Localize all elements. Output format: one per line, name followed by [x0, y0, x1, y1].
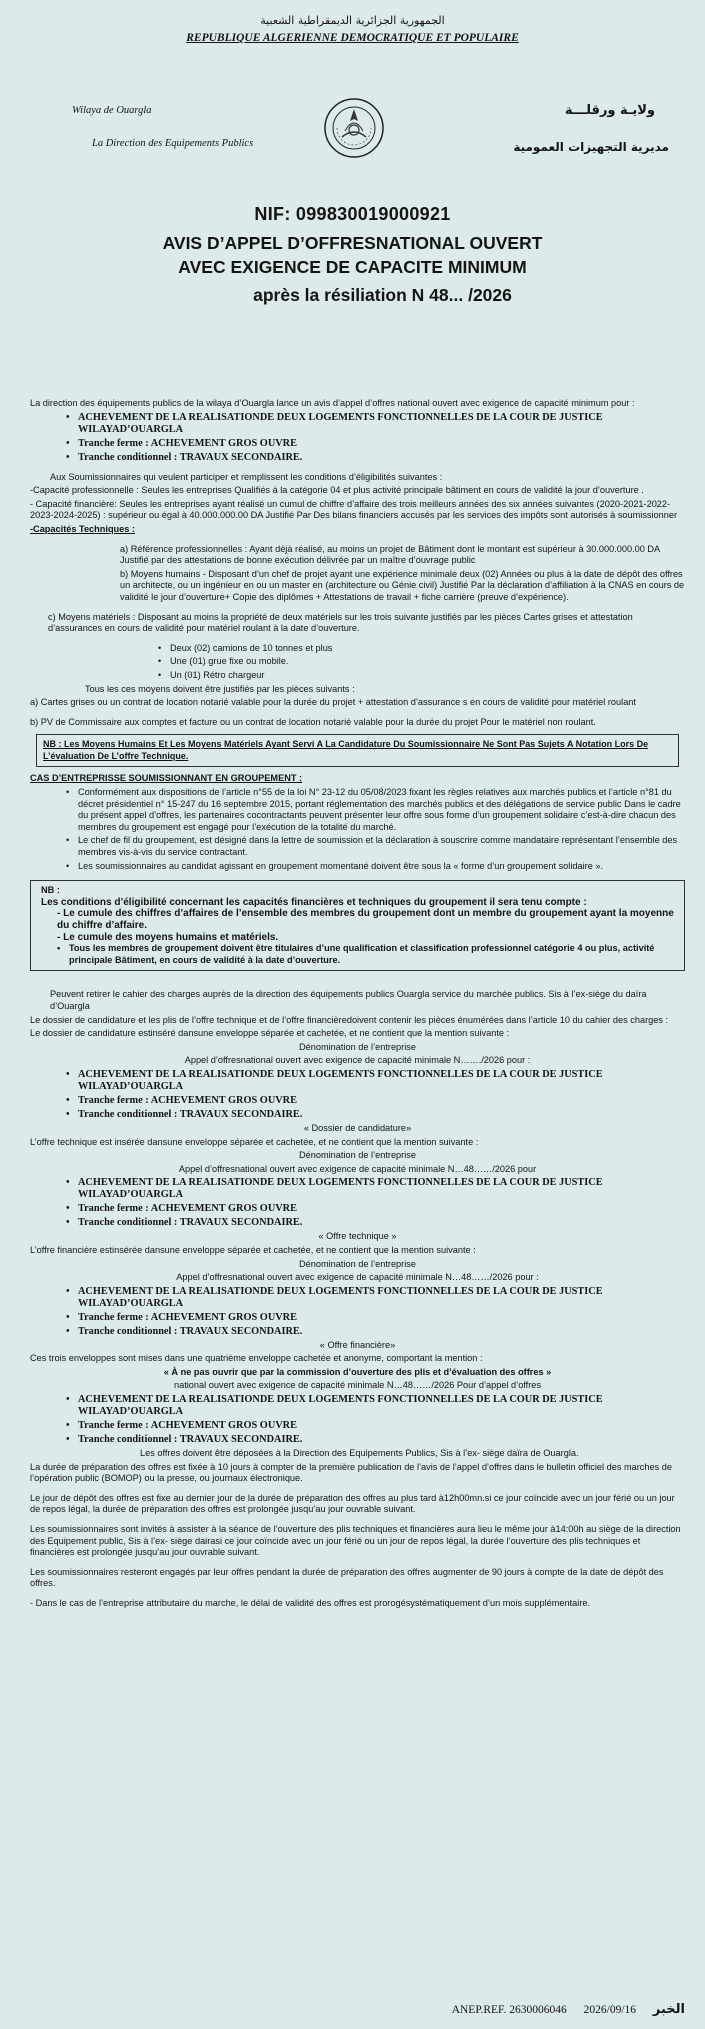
tranche-ferme-2: • Tranche ferme : ACHEVEMENT GROS OUVRE: [30, 1095, 685, 1107]
delai-attributaire: - Dans le cas de l’entreprise attributaire du marche, le délai de validité des offres est prorogésystématiquement d’un mois supplémentaire.: [30, 1598, 591, 1608]
groupement-point-2: • Le chef de fil du groupement, est désigné dans la lettre de soumission et la déclaration à souscrire comme mandataire représentant l’ensemble des membres vis-à-vis du service contractant.: [30, 835, 685, 858]
project-title-5: • ACHEVEMENT DE LA REALISATIONDE DEUX LOGEMENTS FONCTIONNELLES DE LA COUR DE JUSTICE WILAYAD’OUARGLA: [30, 1394, 685, 1418]
materiel-3: • Un (01) Rétro chargeur: [30, 670, 685, 682]
ne-pas-ouvrir: « À ne pas ouvrir que par la commission d’ouverture des plis et d’évaluation des offres »: [163, 1366, 552, 1377]
denomination-3: Dénomination de l’entreprise: [299, 1258, 416, 1269]
tranche-ferme-3: • Tranche ferme : ACHEVEMENT GROS OUVRE: [30, 1203, 685, 1215]
nb-groupement-c: • Tous les membres de groupement doivent être titulaires d’une qualification et classification professionnel catégorie 4 ou plus, activité principale Bâtiment, en cours de validité à la date d’ouverture.: [41, 943, 674, 966]
conditions-intro: Aux Soumissionnaires qui veulent participer et remplissent les conditions d’éligibilités suivantes :: [50, 471, 443, 482]
title-line-1: AVIS D’APPEL D’OFFRESNATIONAL OUVERT: [162, 233, 543, 253]
nb-groupement-b: - Le cumule des moyens humains et matériels.: [57, 931, 279, 943]
french-republic-header: REPUBLIQUE ALGERIENNE DEMOCRATIQUE ET POPULAIRE: [186, 32, 519, 44]
title-line-2: AVEC EXIGENCE DE CAPACITE MINIMUM: [178, 257, 527, 277]
offre-financiere-enveloppe: L’offre financière estinsérée dansune enveloppe séparée et cachetée, et ne contient que la mention suivante :: [30, 1244, 476, 1255]
nb-box-groupement: [30, 880, 685, 971]
depot-offres: Les offres doivent être déposées à la Direction des Equipements Publics, Sis à l’ex- siège daïra de Ouargla.: [140, 1448, 579, 1459]
appel-mention-2: Appel d’offresnational ouvert avec exigence de capacité minimale N…48……/2026 pour: [178, 1163, 537, 1174]
groupement-point-1: • Conformément aux dispositions de l’article n°55 de la loi N° 23-12 du 05/08/2023 fixant les règles relatives aux marchés publics et l’article n°81 du décret présidentiel n° 15-247 du 16 septembre 2015, portant réglementation des marchés publics et des délégations de service public Dans le cadre du présent appel d’offres, les partenaires cocontractants peuvent présenter leur offre sous forme d’un groupement solidaire c’est-à-dire chacun des membres du groupement est engagé pour l’exécution de la totalité du marché.: [30, 787, 685, 833]
anep-reference: ANEP.REF. 2630006046: [451, 2004, 567, 2016]
appel-mention-3: Appel d’offresnational ouvert avec exigence de capacité minimale N…48……/2026 pour :: [176, 1272, 539, 1283]
national-emblem-icon: [323, 97, 385, 159]
justification-intro: Tous les ces moyens doivent être justifiés par les pièces suivants :: [85, 683, 355, 694]
title-block: [0, 204, 705, 306]
title-line-3: après la résiliation N 48... /2026: [253, 285, 512, 305]
nb-label: NB :: [41, 885, 60, 896]
offre-technique-enveloppe: L’offre technique est insérée dansune enveloppe séparée et cachetée, et ne contient que la mention suivante :: [30, 1136, 479, 1147]
tranche-ferme-5: • Tranche ferme : ACHEVEMENT GROS OUVRE: [30, 1420, 685, 1432]
label-dossier-candidature: « Dossier de candidature»: [303, 1122, 412, 1133]
appel-mention-1: Appel d’offresnational ouvert avec exigence de capacité minimale N……./2026 pour :: [184, 1055, 531, 1066]
nb-groupement-intro: Les conditions d’éligibilité concernant les capacités financières et techniques du groupement il sera tenu compte :: [41, 896, 587, 908]
wilaya-french: Wilaya de Ouargla: [72, 105, 152, 116]
moyens-humains: b) Moyens humains - Disposant d’un chef de projet ayant une expérience minimale deux (02) Années ou plus à la date de dépôt des offres un architecte, ou un ingénieur en ou un master en (architecture ou Génie civil) Justifié Par la déclaration d’affiliation à la CNAS en cours de validité le jour d’ouverture+ Copie des diplômes + Attestations de travail + fiche carrière (preuve d’expérience).: [120, 568, 685, 602]
dossier-enveloppe: Le dossier de candidature estinséré dansune enveloppe séparée et cachetée, et ne contient que la mention suivante :: [30, 1028, 510, 1039]
newspaper-logo: الخبر: [652, 2002, 685, 2017]
direction-french: La Direction des Equipements Publics: [92, 138, 254, 149]
groupement-point-3: • Les soumissionnaires au candidat agissant en groupement momentané doivent être sous la « forme d’un groupement solidaire ».: [30, 861, 685, 873]
tranche-conditionnel-3: • Tranche conditionnel : TRAVAUX SECONDAIRE.: [30, 1217, 685, 1229]
engagement-offres: Les soumissionnaires resteront engagés par leur offres pendant la durée de préparation des offres augmenter de 90 jours à compte de la date de dépôt des offres.: [30, 1566, 664, 1589]
direction-arabic: مديرية التجهيزات العمومية: [513, 140, 669, 154]
materiel-2: • Une (01) grue fixe ou mobile.: [30, 656, 685, 668]
nb-box-moyens: NB : Les Moyens Humains Et Les Moyens Matériels Ayant Servi A La Candidature Du Soumissionnaire Ne Sont Pas Sujets A Notation Lors De L’évaluation De L’offre Technique.: [36, 734, 679, 767]
tranche-ferme-4: • Tranche ferme : ACHEVEMENT GROS OUVRE: [30, 1312, 685, 1324]
dossier-contenu: Le dossier de candidature et les plis de l’offre technique et de l’offre financièredoivent contenir les pièces énumérées dans l’article 10 du cahier des charges :: [30, 1014, 669, 1025]
denomination-2: Dénomination de l’entreprise: [299, 1150, 416, 1161]
justification-b: b) PV de Commissaire aux comptes et facture ou un contrat de location notarié valable pour la durée du projet Pour le matériel non roulant.: [30, 716, 596, 727]
project-title-3: • ACHEVEMENT DE LA REALISATIONDE DEUX LOGEMENTS FONCTIONNELLES DE LA COUR DE JUSTICE WILAYAD’OUARGLA: [30, 1177, 685, 1201]
retrait-cahier: Peuvent retirer le cahier des charges auprès de la direction des équipements publics Ouargla service du marchée publics. Sis à l’ex-siège du daïra d’Ouargla: [50, 989, 647, 1011]
materiel-1: • Deux (02) camions de 10 tonnes et plus: [30, 643, 685, 655]
arabic-republic-header: الجمهورية الجزائرية الديمقراطية الشعبية: [260, 14, 445, 27]
nb-groupement-a: - Le cumule des chiffres d’affaires de l’ensemble des membres du groupement dont un membre du groupement ayant la moyenne du chiffre d’affaire.: [57, 908, 674, 931]
reference-professionnelles: a) Référence professionnelles : Ayant déjà réalisé, au moins un projet de Bâtiment dont le montant est supérieur à 30.000.000.00 DA Justifié par des attestations de bonne exécution délivrée par un maître d’ouvrage public: [120, 543, 660, 566]
label-offre-technique: « Offre technique »: [318, 1231, 397, 1242]
notice-body: [30, 398, 685, 1612]
capacite-professionnelle: -Capacité professionnelle : Seules les entreprises Qualifiés à la catégorie 04 et plus activité principale bâtiment en cours de validité la jour d’ouverture .: [30, 485, 644, 496]
groupement-title: CAS D’ENTREPRISSE SOUMISSIONNANT EN GROUPEMENT :: [30, 773, 303, 784]
publication-date: 2026/09/16: [583, 2004, 637, 2016]
trois-enveloppes: Ces trois enveloppes sont mises dans une quatrième enveloppe cachetée et anonyme, comportant la mention :: [30, 1353, 483, 1364]
project-title: • ACHEVEMENT DE LA REALISATIONDE DEUX LOGEMENTS FONCTIONNELLES DE LA COUR DE JUSTICE WILAYAD’OUARGLA: [30, 412, 685, 436]
jour-depot: Le jour de dépôt des offres est fixe au dernier jour de la durée de préparation des offres au plus tard à12h00mn.si ce jour coïncide avec un jour férié ou un jour de repos légal, la durée de préparation des offres est prolongée jusqu’au jour ouvrable suivant.: [30, 1492, 675, 1515]
tranche-conditionnel-2: • Tranche conditionnel : TRAVAUX SECONDAIRE.: [30, 1109, 685, 1121]
appel-mention-4: national ouvert avec exigence de capacité minimale N…48……/2026 Pour d’appel d’offres: [173, 1380, 542, 1391]
project-title-4: • ACHEVEMENT DE LA REALISATIONDE DEUX LOGEMENTS FONCTIONNELLES DE LA COUR DE JUSTICE WILAYAD’OUARGLA: [30, 1286, 685, 1310]
footer: [0, 2002, 685, 2017]
label-offre-financiere: « Offre financière»: [319, 1339, 396, 1350]
justification-a: a) Cartes grises ou un contrat de location notarié valable pour la durée du projet + attestation d’assurance s en cours de validité pour matériel roulant: [30, 697, 636, 708]
moyens-materiels: c) Moyens matériels : Disposant au moins la propriété de deux matériels sur les trois suivante justifiés par les pièces Cartes grises et attestation d’assurances en cours de validité pour matériel roulant à la date d’ouverture.: [48, 611, 633, 634]
duree-preparation: La durée de préparation des offres est fixée à 10 jours à compter de la première publication de l’avis de l’appel d’offres dans le bulletin officiel des marches de l’opération public (BOMOP) ou la presse, ou journaux électronique.: [30, 1461, 672, 1484]
wilaya-arabic: ولايـة ورقلـــة: [564, 103, 655, 118]
seance-ouverture: Les soumissionnaires sont invités à assister à la séance de l’ouverture des plis techniques et financières aura lieu le même jour à14:00h au siège de la direction des Equipement public, Sis à l’ex- siège dairasi ce jour coïncide avec un jour férié ou un jour de repos légal, la durée l’ouverture des plis techniques et financières est prolongée jusqu’au jour ouvrable suivant.: [30, 1524, 681, 1558]
tranche-conditionnel-4: • Tranche conditionnel : TRAVAUX SECONDAIRE.: [30, 1326, 685, 1338]
tranche-conditionnel: • Tranche conditionnel : TRAVAUX SECONDAIRE.: [30, 452, 685, 464]
intro-text: La direction des équipements publics de la wilaya d’Ouargla lance un avis d’appel d’offres national ouvert avec exigence de capacité minimum pour :: [30, 398, 635, 408]
capacite-financiere: - Capacité financière: Seules les entreprises ayant réalisé un cumul de chiffre d’affaire des trois meilleurs années des six années suivantes (2020-2021-2022-2023-2024-2025) : supérieur ou égal à 40.000.000.00 DA Justifié Par Des bilans financiers accusés par les services des impôts sont autorisés à soumissionner: [30, 498, 678, 521]
denomination-1: Dénomination de l’entreprise: [299, 1041, 416, 1052]
tranche-conditionnel-5: • Tranche conditionnel : TRAVAUX SECONDAIRE.: [30, 1434, 685, 1446]
nif-number: NIF: 099830019000921: [254, 204, 451, 224]
capacites-techniques: -Capacités Techniques :: [30, 523, 136, 534]
tranche-ferme: • Tranche ferme : ACHEVEMENT GROS OUVRE: [30, 438, 685, 450]
project-title-2: • ACHEVEMENT DE LA REALISATIONDE DEUX LOGEMENTS FONCTIONNELLES DE LA COUR DE JUSTICE WILAYAD’OUARGLA: [30, 1069, 685, 1093]
